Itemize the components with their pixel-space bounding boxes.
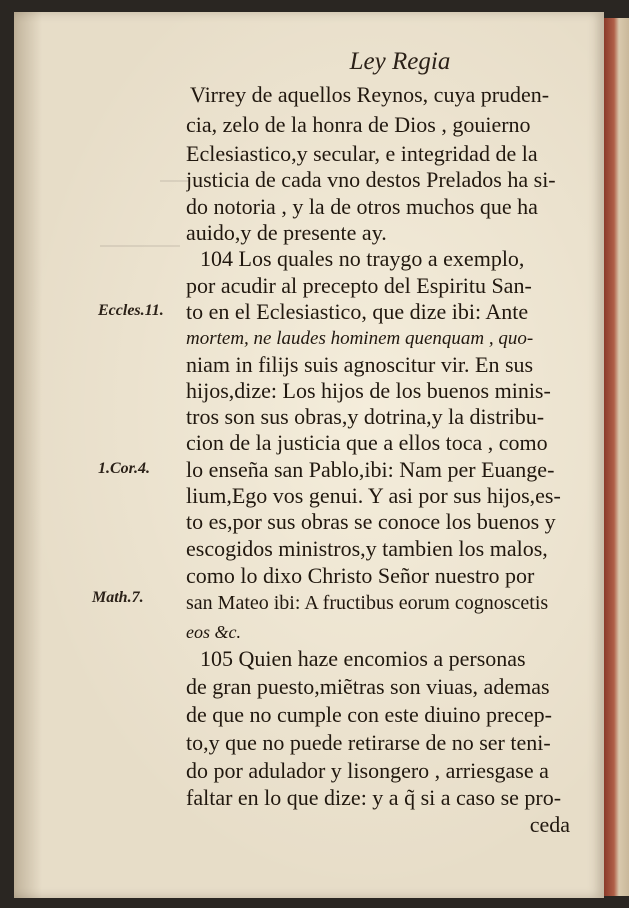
text-line: san Mateo ibi: A fructibus eorum cognoscetis	[186, 592, 549, 614]
margin-note-eccles: Eccles.11.	[98, 302, 164, 319]
text-line: como lo dixo Christo Señor nuestro por	[186, 563, 535, 588]
text-line: faltar en lo que dize: y a q̃ si a caso se pro-	[186, 785, 562, 810]
text-line: mortem, ne laudes hominem quenquam , quo-	[186, 328, 534, 349]
page-edge	[604, 18, 629, 896]
text-line: Eclesiastico,y secular, e integridad de la	[186, 141, 538, 166]
text-line: lium,Ego vos genui. Y asi por sus hijos,es-	[186, 483, 561, 508]
text-line: to,y que no puede retirarse de no ser teni-	[186, 730, 551, 755]
text-line: eos &c.	[186, 622, 241, 642]
text-line: lo enseña san Pablo,ibi: Nam per Euange-	[186, 457, 555, 482]
text-line: de que no cumple con este diuino precep-	[186, 702, 552, 727]
paragraph-105-line: 105 Quien haze encomios a personas	[200, 646, 526, 671]
text-line: hijos,dize: Los hijos de los buenos minis-	[186, 378, 551, 403]
text-line: escogidos ministros,y tambien los malos,	[186, 536, 548, 561]
text-line: do notoria , y la de otros muchos que ha	[186, 194, 538, 219]
text-line: de gran puesto,miẽtras son viuas, ademas	[186, 674, 550, 699]
text-line: cia, zelo de la honra de Dios , gouierno	[186, 112, 531, 137]
text-line: to es,por sus obras se conoce los buenos y	[186, 509, 556, 534]
text-line: tros son sus obras,y dotrina,y la distribu-	[186, 404, 545, 429]
text-line: cion de la justicia que a ellos toca , como	[186, 430, 548, 455]
text-line: por acudir al precepto del Espiritu San-	[186, 273, 532, 298]
text-line: auido,y de presente ay.	[186, 220, 387, 245]
running-header: Ley Regia	[349, 48, 451, 75]
catchword: ceda	[529, 812, 570, 837]
margin-note-math: Math.7.	[92, 589, 144, 606]
text-line: do por adulador y lisongero , arriesgase a	[186, 758, 549, 783]
text-line: Virrey de aquellos Reynos, cuya pruden-	[190, 82, 550, 107]
bleed-through-mark	[100, 235, 180, 247]
paragraph-104-line: 104 Los quales no traygo a exemplo,	[200, 246, 525, 271]
text-line: to en el Eclesiastico, que dize ibi: Ante	[186, 299, 529, 324]
text-line: justicia de cada vno destos Prelados ha si-	[186, 167, 556, 192]
text-line: niam in filijs suis agnoscitur vir. En sus	[186, 352, 534, 377]
margin-note-cor: 1.Cor.4.	[98, 460, 151, 477]
